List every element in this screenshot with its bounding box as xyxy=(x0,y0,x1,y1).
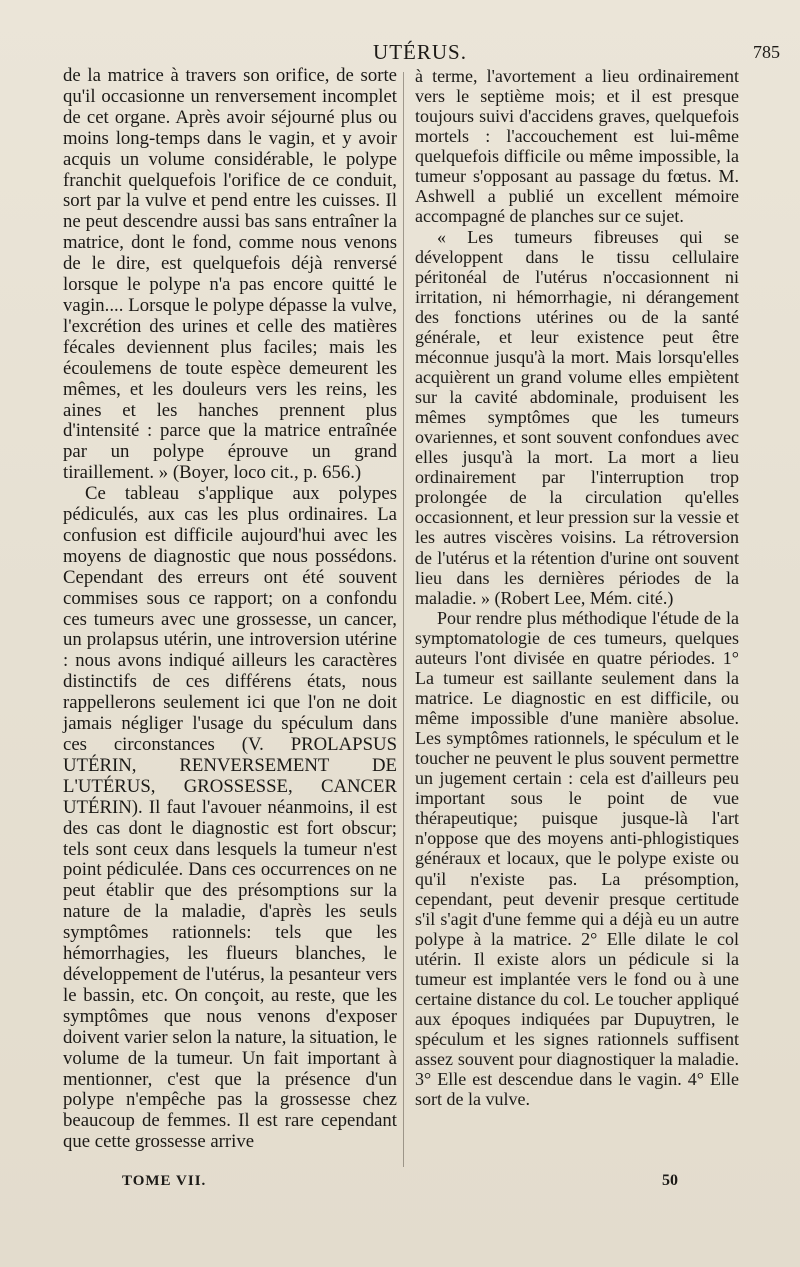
right-column xyxy=(415,66,739,1166)
right-paragraph-3: Pour rendre plus méthodique l'étude de la symptomatologie de ces tumeurs, quelques auteurs l'ont divisée en quatre périodes. 1° La tumeur est saillante seulement dans la matrice. Le diagnostic en est difficile, ou même impossible d'une manière absolue. Les symptômes rationnels, le spéculum et le toucher ne peuvent le plus souvent permettre un jugement certain : cela est d'ailleurs peu important sous le point de vue thérapeutique; puisque jusque-là l'art n'oppose que des moyens anti-phlogistiques généraux et locaux, que le polype existe ou qu'il n'existe pas. La présomption, cependant, peut devenir presque certitude s'il s'agit d'une femme qui a déjà eu un autre polype à la matrice. 2° Elle dilate le col utérin. Il existe alors un pédicule si la tumeur est implantée vers le fond ou à une certaine distance du col. Le toucher appliqué aux époques indiquées par Dupuytren, le spéculum et les signes rationnels suffisent assez souvent pour diagnostiquer la maladie. 3° Elle est descendue dans le vagin. 4° Elle sort de la vulve. xyxy=(415,607,739,1110)
signature-mark: 50 xyxy=(662,1172,678,1189)
right-paragraph-2: « Les tumeurs fibreuses qui se développent dans le tissu cellulaire péritonéal de l'utérus n'occasionnent ni irritation, ni hémorrhagie, ni dérangement des fonctions utérines ou de la santé générale, et leur existence peut être méconnue jusqu'à la mort. Mais lorsqu'elles acquièrent un grand volume elles empiètent sur la cavité abdominale, produisent les mêmes symptômes que les tumeurs ovariennes, et sont souvent confondues avec elles jusqu'à la mort. La mort a lieu ordinairement par l'interruption trop prolongée de la circulation qu'elles occasionnent, et leur pression sur la vessie et les autres viscères voisins. La rétroversion de l'utérus et la rétention d'urine ont souvent lieu dans les dernières périodes de la maladie. » (Robert Lee, Mém. cité.) xyxy=(415,226,739,608)
page-number: 785 xyxy=(753,42,780,62)
left-paragraph-1: de la matrice à travers son orifice, de sorte qu'il occasionne un renversement incomplet de cet organe. Après avoir séjourné plus ou moins long-temps dans le vagin, et y avoir acquis un volume considérable, le polype franchit quelquefois l'orifice de ce conduit, sort par la vulve et pend entre les cuisses. Il ne peut descendre aussi bas sans entraîner la matrice, dont le fond, comme nous venons de le dire, est quelquefois déjà renversé lorsque le polype n'a pas encore quitté le vagin.... Lorsque le polype dépasse la vulve, l'excrétion des urines et celle des matières fécales deviennent plus faciles; mais les écoulemens de toute espèce demeurent les mêmes, et les douleurs vers les reins, les aines et les hanches prennent plus d'intensité : parce que la matrice entraînée par un polype éprouve un grand tiraillement. » (Boyer, loco cit., p. 656.) xyxy=(63,65,397,484)
column-divider xyxy=(403,72,404,1167)
left-paragraph-2: Ce tableau s'applique aux polypes pédiculés, aux cas les plus ordinaires. La confusion est difficile aujourd'hui avec les moyens de diagnostic que nous possédons. Cependant des erreurs ont été souvent commises sous ce rapport; on a confondu ces tumeurs avec une grossesse, un cancer, un prolapsus utérin, une introversion utérine : nous avons indiqué ailleurs les caractères distinctifs de ces différens états, nous rappellerons seulement ici que l'on ne doit jamais négliger l'usage du spéculum dans ces circonstances (V. PROLAPSUS UTÉRIN, RENVERSEMENT DE L'UTÉRUS, GROSSESSE, CANCER UTÉRIN). Il faut l'avouer néanmoins, il est des cas dont le diagnostic est fort obscur; tels sont ceux dans lesquels la tumeur n'est point pédiculée. Dans ces occurrences on ne peut établir que des présomptions sur la nature de la maladie, d'après les seuls symptômes rationnels: tels que les hémorrhagies, les flueurs blanches, le développement de l'utérus, la pesanteur vers le bassin, etc. On conçoit, au reste, que les symptômes que nous venons d'exposer doivent varier selon la nature, la situation, le volume de la tumeur. Un fait important à mentionner, c'est que la présence d'un polype n'empêche pas la grossesse chez beaucoup de femmes. Il est rare cependant que cette grossesse arrive xyxy=(63,483,397,1153)
right-paragraph-1: à terme, l'avortement a lieu ordinairement vers le septième mois; et il est presque toujours suivi d'accidens graves, quelquefois mortels : l'accouchement est lui-même quelquefois difficile ou même impossible, la tumeur s'opposant au passage du fœtus. M. Ashwell a publié un excellent mémoire accompagné de planches sur ce sujet. xyxy=(415,66,739,227)
left-column xyxy=(63,66,397,1166)
page-title: UTÉRUS. xyxy=(373,40,467,64)
volume-label: TOME VII. xyxy=(122,1173,207,1189)
running-head xyxy=(60,38,780,66)
